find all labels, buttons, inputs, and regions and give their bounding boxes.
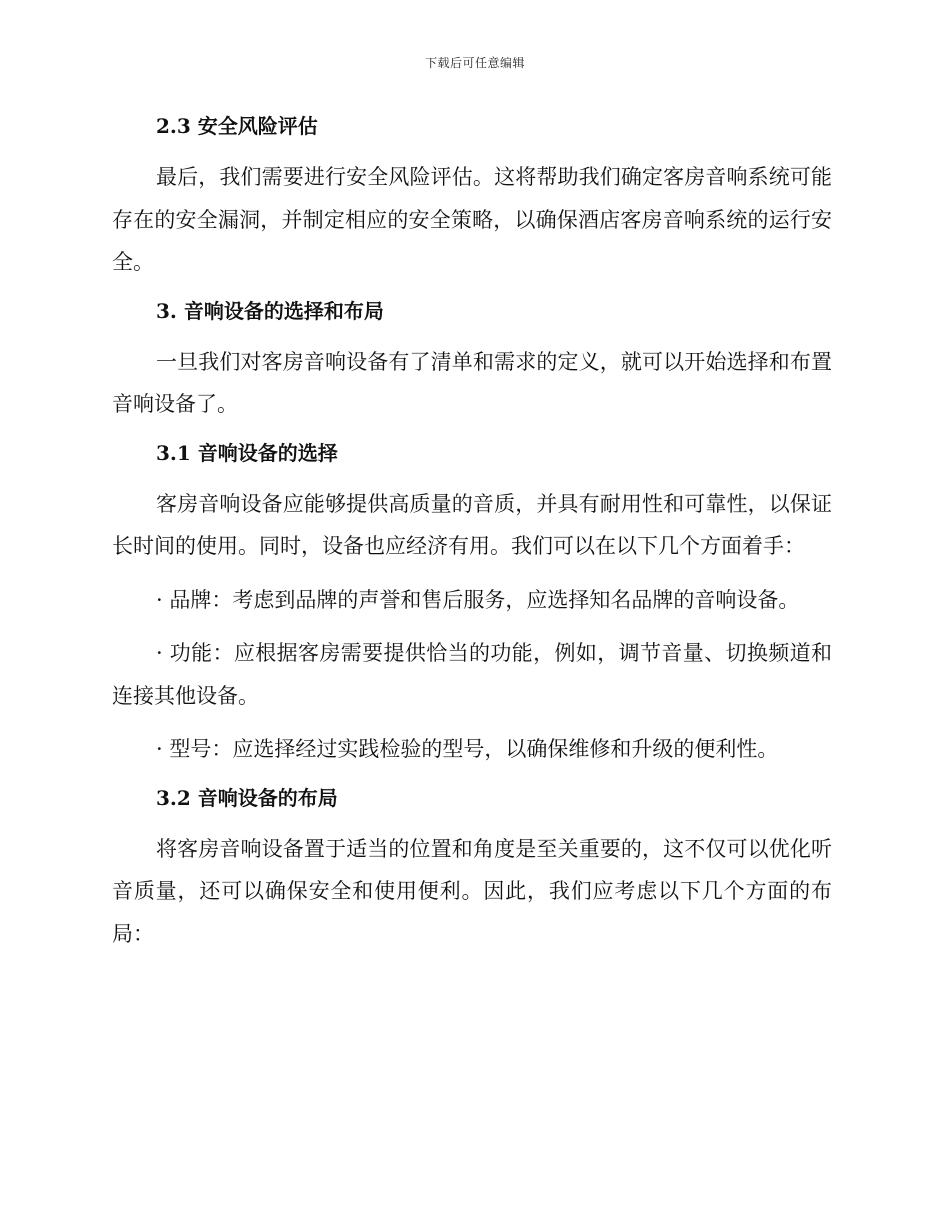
page-header: 下载后可任意编辑 (424, 56, 525, 70)
paragraph-3-1: 客房音响设备应能够提供高质量的音质，并具有耐用性和可靠性，以保证长时间的使用。同时，设备也应经济有用。我们可以在以下几个方面着手： (112, 491, 832, 558)
heading-3-1: 3.1 音响设备的选择 (156, 440, 338, 465)
paragraph-3: 一旦我们对客房音响设备有了清单和需求的定义，就可以开始选择和布置音响设备了。 (112, 349, 832, 416)
document-body (112, 110, 832, 955)
paragraph-2-3: 最后，我们需要进行安全风险评估。这将帮助我们确定客房音响系统可能存在的安全漏洞，并制定相应的安全策略，以确保酒店客房音响系统的运行安全。 (112, 165, 832, 274)
list-item-brand: · 品牌：考虑到品牌的声誉和售后服务，应选择知名品牌的音响设备。 (156, 587, 800, 612)
list-item-function: · 功能：应根据客房需要提供恰当的功能，例如，调节音量、切换频道和连接其他设备。 (112, 641, 832, 708)
heading-2-3: 2.3 安全风险评估 (156, 114, 318, 138)
paragraph-3-2: 将客房音响设备置于适当的位置和角度是至关重要的，这不仅可以优化听音质量，还可以确保安全和使用便利。因此，我们应考虑以下几个方面的布局： (112, 836, 832, 946)
heading-3-2: 3.2 音响设备的布局 (156, 785, 338, 810)
list-item-model: · 型号：应选择经过实践检验的型号，以确保维修和升级的便利性。 (156, 737, 779, 761)
heading-3: 3. 音响设备的选择和布局 (156, 298, 384, 323)
